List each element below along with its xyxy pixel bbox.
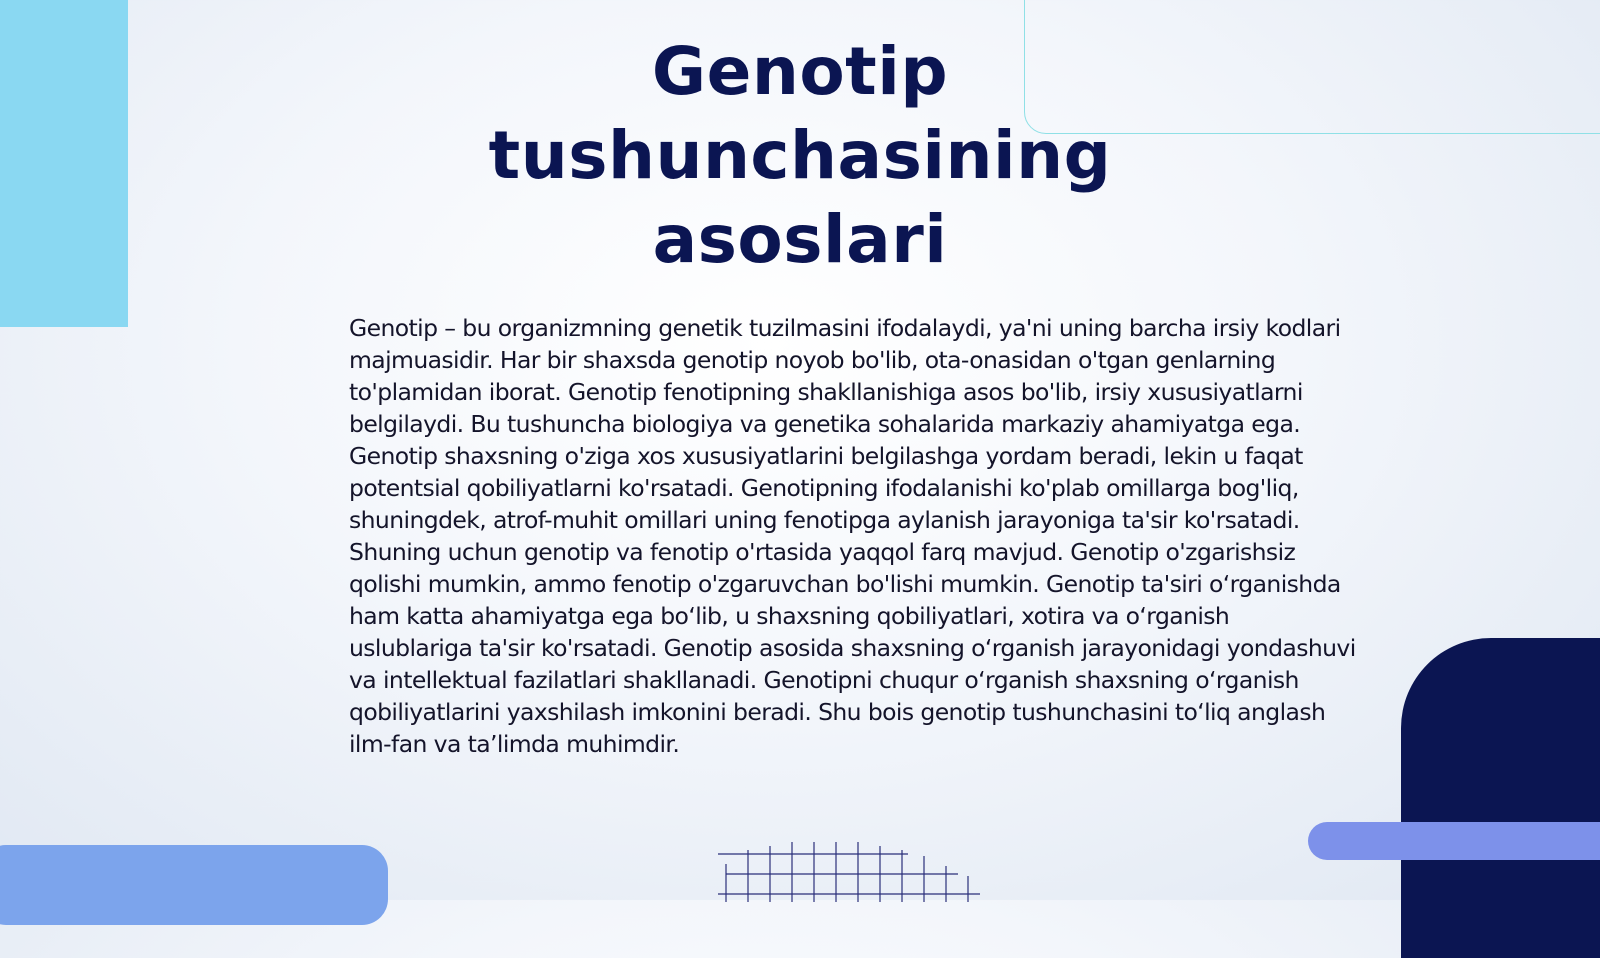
grid-decor-pattern bbox=[718, 842, 980, 902]
blue-decor-bar bbox=[0, 845, 388, 925]
navy-decor-shape bbox=[1401, 638, 1600, 958]
periwinkle-decor-pill bbox=[1308, 822, 1600, 860]
cyan-decor-block bbox=[0, 0, 128, 327]
slide-title: Genotip tushunchasining asoslari bbox=[488, 33, 1112, 278]
slide-body-text: Genotip – bu organizmning genetik tuzilmasini ifodalaydi, ya'ni uning barcha irsiy kodlari majmuasidir. Har bir shaxsda genotip noyob bo'lib, ota-onasidan o'tgan genlarning to'plamidan iborat. Genotip fenotipning shakllanishiga asos bo'lib, irsiy xususiyatlarni belgilaydi. Bu tushuncha biologiya va genetika sohalarida markaziy ahamiyatga ega. Genotip shaxsning o'ziga xos xususiyatlarini belgilashga yordam beradi, lekin u faqat potentsial qobiliyatlarni ko'rsatadi. Genotipning ifodalanishi ko'plab omillarga bog'liq, shuningdek, atrof-muhit omillari uning fenotipga aylanish jarayoniga ta'sir ko'rsatadi. Shuning uchun genotip va fenotip o'rtasida yaqqol farq mavjud. Genotip o'zgarishsiz qolishi mumkin, ammo fenotip o'zgaruvchan bo'lishi mumkin. Genotip ta'siri o‘rganishda ham katta ahamiyatga ega bo‘lib, u shaxsning qobiliyatlari, xotira va o‘rganish uslublariga ta'sir ko'rsatadi. Genotip asosida shaxsning o‘rganish jarayonidagi yondashuvi va intellektual fazilatlari shakllanadi. Genotipni chuqur o‘rganish shaxsning o‘rganish qobiliyatlarini yaxshilash imkonini beradi. Shu bois genotip tushunchasini to‘liq anglash ilm-fan va ta’limda muhimdir. bbox=[349, 314, 1356, 758]
